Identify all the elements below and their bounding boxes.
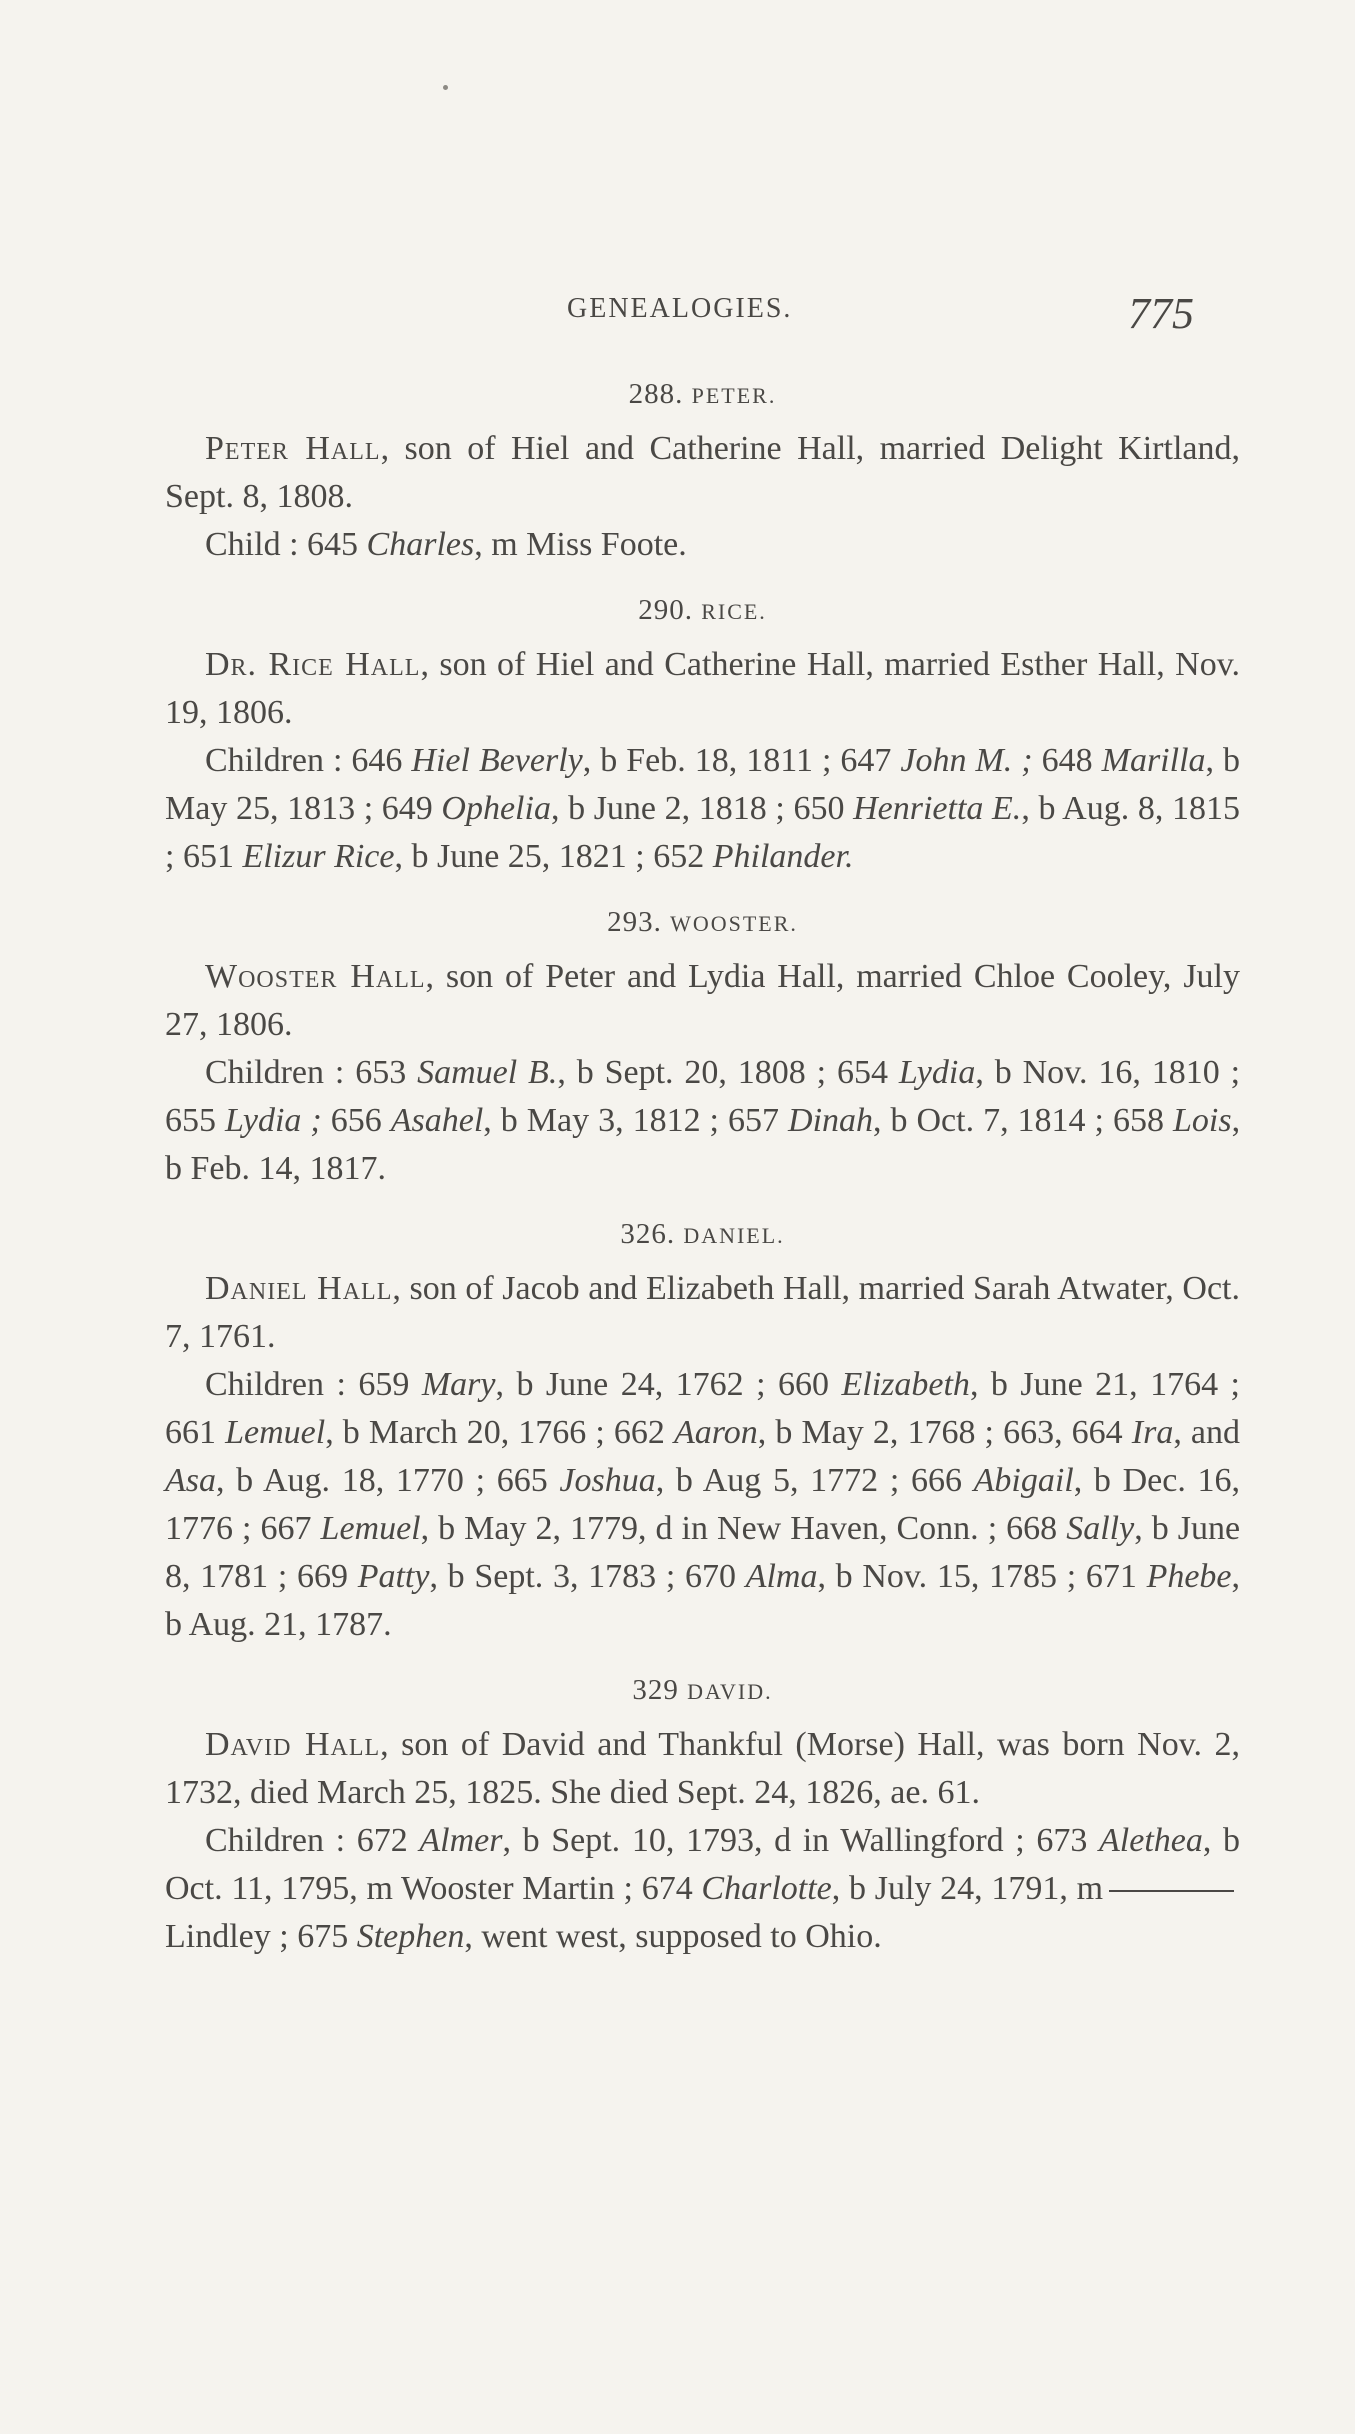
running-head <box>0 288 1355 348</box>
child-details: , b Aug. 18, 1770 ; <box>216 1462 486 1499</box>
child-name: Abigail <box>973 1462 1074 1499</box>
person-name: Peter Hall <box>205 430 381 467</box>
child-number: 668 <box>1006 1510 1067 1547</box>
children-paragraph <box>165 1049 1240 1193</box>
child-name: Lois <box>1173 1102 1232 1139</box>
children-label: Child : <box>205 526 308 563</box>
section-heading <box>165 1661 1240 1721</box>
child-number: 665 <box>496 1462 560 1499</box>
child-details: , b May 3, 1812 ; <box>483 1102 720 1139</box>
child-details: , and <box>1173 1414 1241 1451</box>
child-details: , b June 25, 1821 ; <box>394 838 645 875</box>
children-label: Children : <box>205 1366 359 1403</box>
person-name: Daniel Hall <box>205 1270 393 1307</box>
child-details: , b June 21, 1764 ; <box>969 1366 1241 1403</box>
child-name: Alethea <box>1099 1822 1203 1859</box>
children-label: Children : <box>205 1822 357 1859</box>
child-details: , b Dec. 16, 1776 ; <box>165 1462 1241 1547</box>
child-details: , b Nov. 15, 1785 ; <box>817 1558 1077 1595</box>
child-number: 649 <box>381 790 442 827</box>
child-name: Asa <box>165 1462 216 1499</box>
blank-rule <box>1109 1890 1234 1892</box>
lead-paragraph <box>165 641 1240 737</box>
section-number: 293. <box>607 906 671 938</box>
section-heading <box>165 365 1240 425</box>
child-name: Lemuel <box>225 1414 326 1451</box>
child-number: 646 <box>351 742 412 779</box>
children-label: Children : <box>205 1054 356 1091</box>
child-number: 674 <box>641 1870 702 1907</box>
section-heading <box>165 1205 1240 1265</box>
child-name: Alma <box>745 1558 818 1595</box>
section-name: WOOSTER. <box>670 911 798 936</box>
section-heading <box>165 581 1240 641</box>
lead-text: , son of Jacob and Elizabeth Hall, married Sarah Atwater, Oct. 7, 1761. <box>165 1270 1240 1355</box>
child-name: Sally <box>1066 1510 1135 1547</box>
child-number: 656 <box>330 1102 391 1139</box>
child-number: 647 <box>840 742 901 779</box>
person-name: David Hall <box>205 1726 381 1763</box>
person-name: Wooster Hall <box>205 958 426 995</box>
lead-paragraph <box>165 425 1240 521</box>
child-number: 675 <box>297 1918 357 1955</box>
children-paragraph <box>165 521 1240 569</box>
section-heading <box>165 893 1240 953</box>
child-details: , b Sept. 10, 1793, d in Wallingford ; <box>502 1822 1025 1859</box>
child-name: Stephen <box>356 1918 465 1955</box>
section-name: RICE. <box>701 599 767 624</box>
child-number: 650 <box>793 790 854 827</box>
child-number: 648 <box>1041 742 1102 779</box>
child-details: , b May 2, 1779, d in New Haven, Conn. ; <box>420 1510 998 1547</box>
child-details: , b Oct. 7, 1814 ; <box>873 1102 1104 1139</box>
section-name: DAVID. <box>687 1679 773 1704</box>
child-number: 659 <box>358 1366 422 1403</box>
section-number: 326. <box>620 1218 684 1250</box>
child-details: , b Nov. 16, 1810 ; <box>975 1054 1241 1091</box>
child-number: 667 <box>260 1510 321 1547</box>
child-number: 653 <box>355 1054 418 1091</box>
child-number: 657 <box>728 1102 789 1139</box>
child-number: 645 <box>307 526 367 563</box>
child-name: Almer <box>419 1822 503 1859</box>
child-number: 662 <box>613 1414 675 1451</box>
child-name: Asahel <box>390 1102 484 1139</box>
section-name: PETER. <box>691 383 777 408</box>
child-name: Lemuel <box>320 1510 421 1547</box>
child-details: , b May 25, 1813 ; <box>165 742 1241 827</box>
child-name: Charles <box>366 526 475 563</box>
person-name: Dr. Rice Hall <box>205 646 421 683</box>
page-speck <box>443 85 448 90</box>
lead-text: , son of Peter and Lydia Hall, married Chloe Cooley, July 27, 1806. <box>165 958 1240 1043</box>
child-details: , b June 2, 1818 ; <box>550 790 785 827</box>
child-details: , b July 24, 1791, m <box>831 1870 1104 1907</box>
child-details: , b Feb. 18, 1811 ; <box>582 742 832 779</box>
lead-text: , son of Hiel and Catherine Hall, married Delight Kirtland, Sept. 8, 1808. <box>165 430 1240 515</box>
child-number: 663, 664 <box>1003 1414 1132 1451</box>
child-name: Mary <box>421 1366 496 1403</box>
child-details: , b June 8, 1781 ; <box>165 1510 1241 1595</box>
child-details: , b March 20, 1766 ; <box>325 1414 605 1451</box>
section-number: 288. <box>628 378 692 410</box>
child-name: John M. ; <box>900 742 1033 779</box>
running-title: GENEALOGIES. <box>567 293 793 324</box>
child-number: 671 <box>1085 1558 1147 1595</box>
child-name: Elizabeth <box>841 1366 970 1403</box>
child-number: 661 <box>165 1414 226 1451</box>
child-name: Elizur Rice <box>242 838 395 875</box>
child-details: , m Miss Foote. <box>474 526 687 563</box>
page-number: 775 <box>1128 289 1194 338</box>
child-number: 670 <box>684 1558 746 1595</box>
lead-paragraph <box>165 953 1240 1049</box>
child-number: 669 <box>297 1558 358 1595</box>
child-details: Lindley ; <box>165 1918 289 1955</box>
child-name: Charlotte <box>701 1870 832 1907</box>
child-details: , went west, supposed to Ohio. <box>464 1918 882 1955</box>
lead-text: , son of David and Thankful (Morse) Hall, was born Nov. 2, 1732, died March 25, 1825. She died Sept. 24, 1826, ae. 61. <box>165 1726 1240 1811</box>
page-body <box>165 365 1240 1973</box>
child-details: , b June 24, 1762 ; <box>495 1366 766 1403</box>
child-details: , b Aug 5, 1772 ; <box>655 1462 900 1499</box>
children-paragraph <box>165 737 1240 881</box>
child-name: Joshua <box>559 1462 656 1499</box>
child-name: Lydia ; <box>225 1102 322 1139</box>
child-name: Dinah <box>788 1102 874 1139</box>
child-name: Marilla <box>1101 742 1206 779</box>
lead-paragraph <box>165 1721 1240 1817</box>
child-name: Ira <box>1131 1414 1174 1451</box>
child-details: , b May 2, 1768 ; <box>757 1414 994 1451</box>
child-details: , b Oct. 11, 1795, m Wooster Martin ; <box>165 1822 1241 1907</box>
lead-paragraph <box>165 1265 1240 1361</box>
child-name: Phebe <box>1146 1558 1232 1595</box>
child-number: 654 <box>837 1054 899 1091</box>
child-details: , b Aug. 8, 1815 ; <box>165 790 1240 875</box>
child-number: 651 <box>182 838 243 875</box>
child-name: Henrietta E. <box>853 790 1022 827</box>
child-details: , b Aug. 21, 1787. <box>165 1558 1241 1643</box>
child-details: , b Feb. 14, 1817. <box>165 1102 1241 1187</box>
children-paragraph <box>165 1361 1240 1649</box>
children-paragraph <box>165 1817 1240 1961</box>
child-name: Patty <box>357 1558 430 1595</box>
child-name: Ophelia <box>441 790 551 827</box>
children-label: Children : <box>205 742 352 779</box>
lead-text: , son of Hiel and Catherine Hall, married Esther Hall, Nov. 19, 1806. <box>165 646 1240 731</box>
child-number: 660 <box>778 1366 842 1403</box>
section-number: 329 <box>632 1674 688 1706</box>
child-name: Hiel Beverly <box>411 742 583 779</box>
section-name: DANIEL. <box>683 1223 785 1248</box>
child-details: , b Sept. 20, 1808 ; <box>557 1054 827 1091</box>
child-number: 652 <box>653 838 713 875</box>
child-number: 672 <box>356 1822 420 1859</box>
child-name: Lydia <box>898 1054 976 1091</box>
child-name: Aaron <box>674 1414 758 1451</box>
child-number: 666 <box>910 1462 974 1499</box>
child-name: Philander. <box>712 838 854 875</box>
child-number: 655 <box>165 1102 225 1139</box>
child-details: , b Sept. 3, 1783 ; <box>429 1558 676 1595</box>
child-number: 658 <box>1113 1102 1173 1139</box>
child-name: Samuel B. <box>417 1054 558 1091</box>
child-number: 673 <box>1036 1822 1100 1859</box>
section-number: 290. <box>638 594 702 626</box>
